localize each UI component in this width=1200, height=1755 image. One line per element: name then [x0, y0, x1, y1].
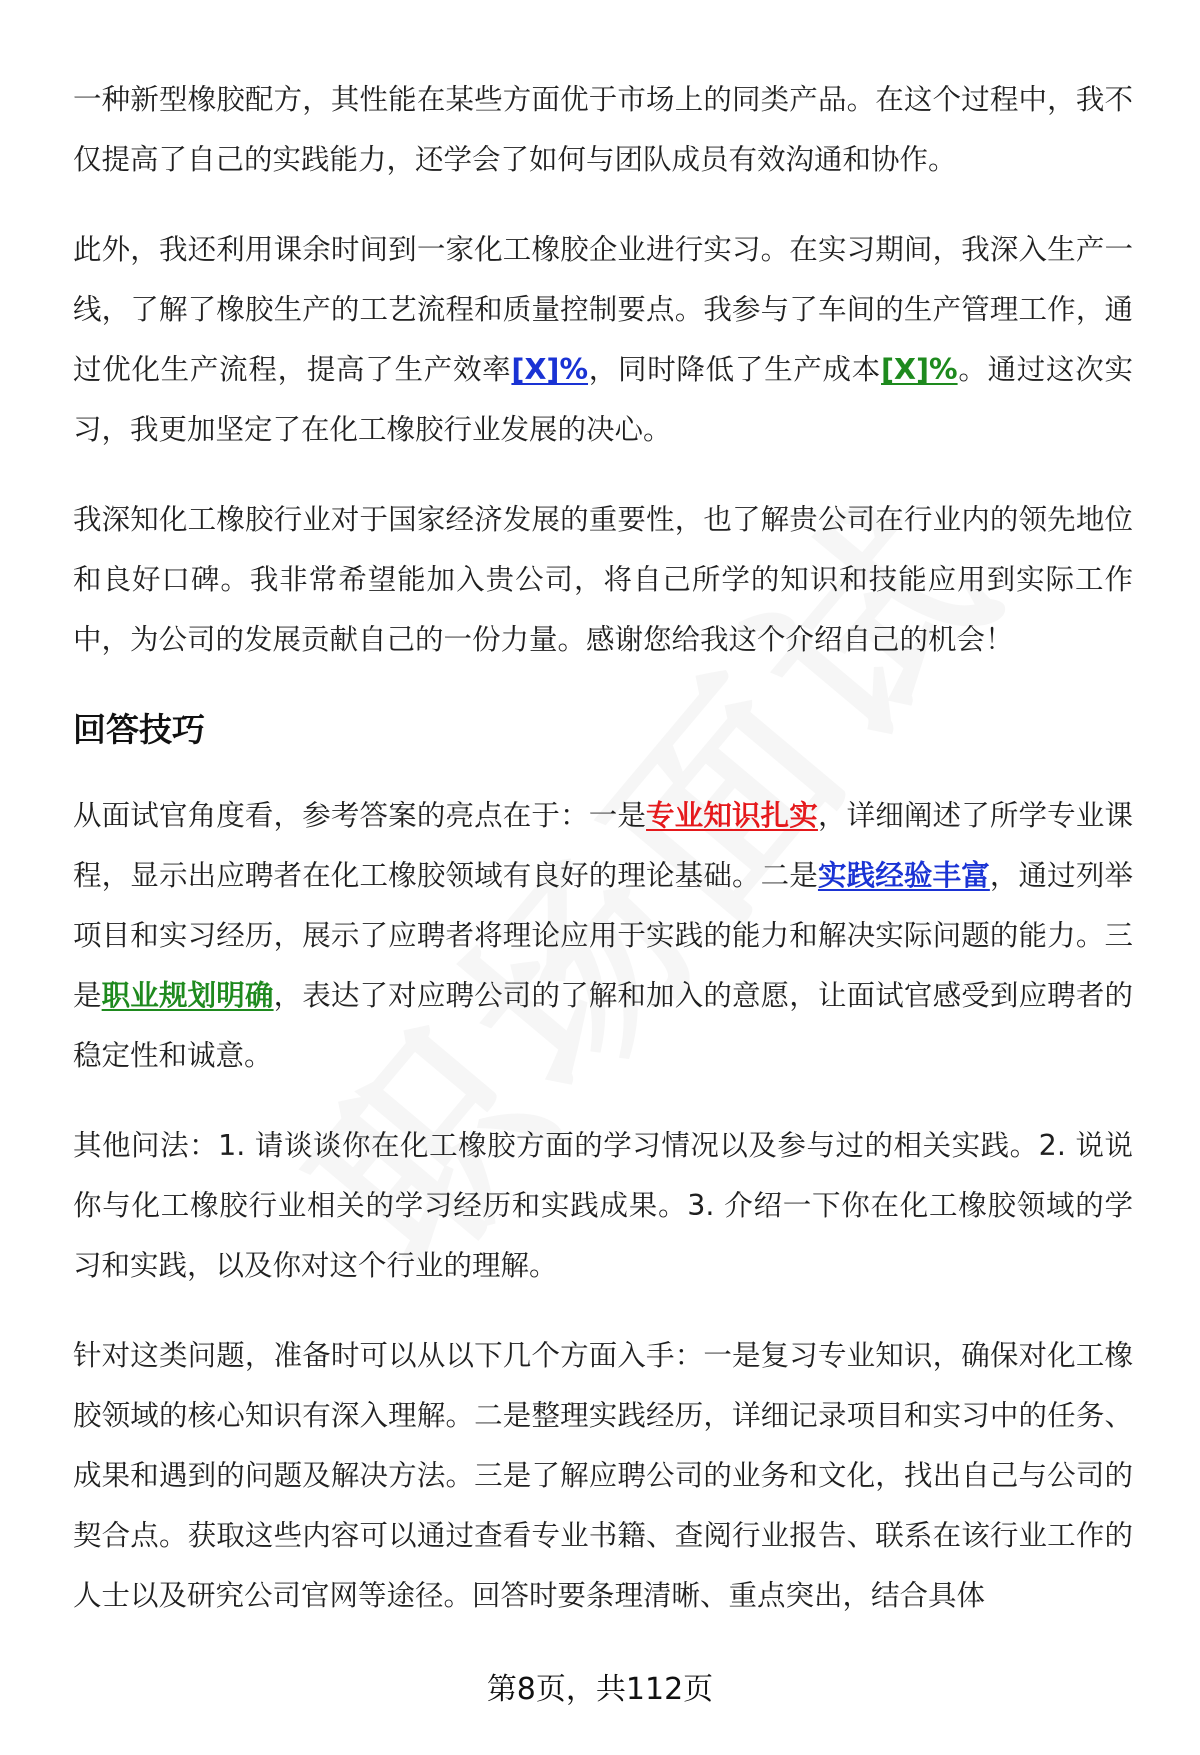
paragraph-2-text-c: 。通过这次实习，我更加坚定了在化工橡胶行业发展的决心。 [73, 353, 1133, 446]
paragraph-2-text-a: 此外，我还利用课余时间到一家化工橡胶企业进行实习。在实习期间，我深入生产一线，了解了橡胶生产的工艺流程和质量控制要点。我参与了车间的生产管理工作，通过优化生产流程，提高了生产效率 [73, 233, 1133, 386]
efficiency-percent-highlight: [X]% [511, 353, 589, 386]
paragraph-2 [73, 220, 1133, 460]
paragraph-4-text-a: 从面试官角度看，参考答案的亮点在于：一是 [73, 799, 647, 832]
paragraph-4-text-c: ，通过列举项目和实习经历，展示了应聘者将理论应用于实践的能力和解决实际问题的能力。三是 [73, 859, 1133, 1012]
section-heading: 回答技巧 [73, 710, 205, 749]
paragraph-4-text-b: ，详细阐述了所学专业课程，显示出应聘者在化工橡胶领域有良好的理论基础。二是 [73, 799, 1133, 892]
paragraph-4-text-d: ，表达了对应聘公司的了解和加入的意愿，让面试官感受到应聘者的稳定性和诚意。 [73, 979, 1133, 1072]
page-number-footer: 第8页，共112页 [486, 1672, 714, 1707]
paragraph-2-text-b: ，同时降低了生产成本 [588, 353, 882, 386]
paragraph-5: 其他问法：1. 请谈谈你在化工橡胶方面的学习情况以及参与过的相关实践。2. 说说你与化工橡胶行业相关的学习经历和实践成果。3. 介绍一下你在化工橡胶领域的学习和实践，以及你对这个行业的理解。 [73, 1129, 1133, 1282]
highlight-practical-experience: 实践经验丰富 [817, 859, 990, 892]
paragraph-1: 一种新型橡胶配方，其性能在某些方面优于市场上的同类产品。在这个过程中，我不仅提高了自己的实践能力，还学会了如何与团队成员有效沟通和协作。 [73, 83, 1133, 176]
page-content [73, 70, 1133, 1656]
highlight-career-planning: 职业规划明确 [101, 979, 274, 1012]
paragraph-3: 我深知化工橡胶行业对于国家经济发展的重要性，也了解贵公司在行业内的领先地位和良好口碑。我非常希望能加入贵公司，将自己所学的知识和技能应用到实际工作中，为公司的发展贡献自己的一份力量。感谢您给我这个介绍自己的机会！ [73, 503, 1133, 656]
cost-percent-highlight: [X]% [881, 353, 958, 386]
paragraph-6: 针对这类问题，准备时可以从以下几个方面入手：一是复习专业知识，确保对化工橡胶领域的核心知识有深入理解。二是整理实践经历，详细记录项目和实习中的任务、成果和遇到的问题及解决方法。三是了解应聘公司的业务和文化，找出自己与公司的契合点。获取这些内容可以通过查看专业书籍、查阅行业报告、联系在该行业工作的人士以及研究公司官网等途径。回答时要条理清晰、重点突出，结合具体 [73, 1339, 1133, 1612]
highlight-professional-knowledge: 专业知识扎实 [646, 799, 818, 832]
paragraph-4 [73, 786, 1133, 1086]
